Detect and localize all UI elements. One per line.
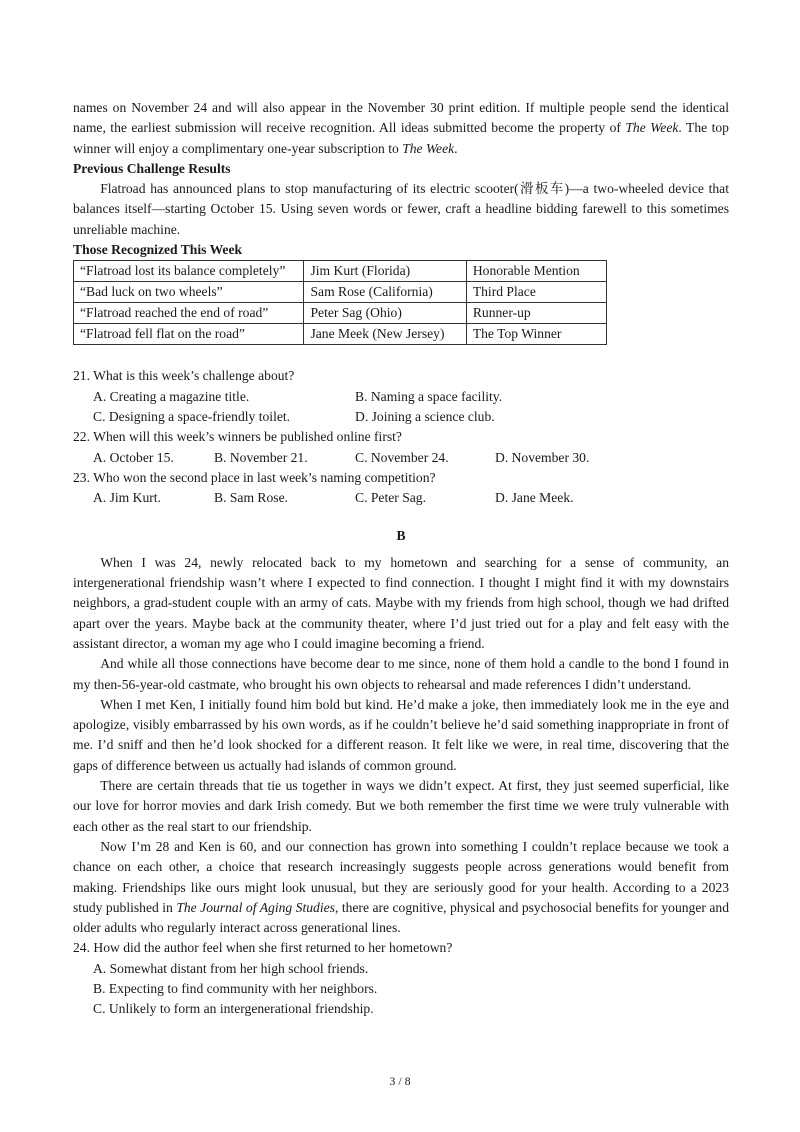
- question-21: 21. What is this week’s challenge about?: [73, 368, 295, 384]
- place-cell: Third Place: [466, 282, 606, 303]
- document-page: [73, 98, 729, 1020]
- passage-text: , there are cognitive, physical and psychosocial benefits for younger and older adults who regularly interact across generational lines.: [73, 899, 729, 936]
- passage-text: Now I’m 28 and Ken is 60, and our connection has grown into something I couldn’t replace because we took a chance on each other, a choice that research increasingly suggests people across generations would benefit from making. Friendships like ours might look unusual, but they are seriously good for your health. According to a 2023 study published in: [73, 838, 729, 915]
- intro-text: names on November 24 and will also appear in the November 30 print edition. If multiple people send the identical name, the earliest submission will receive recognition. All ideas submitted become the property of: [73, 100, 729, 136]
- headline-cell: “Flatroad fell flat on the road”: [74, 324, 304, 345]
- question-22-options: [93, 448, 729, 468]
- question-24: 24. How did the author feel when she first returned to her hometown?: [73, 940, 453, 956]
- headline-cell: “Bad luck on two wheels”: [74, 282, 304, 303]
- option-c: C. November 24.: [355, 449, 449, 465]
- option-b: B. Sam Rose.: [214, 490, 289, 506]
- section-b-label: B: [396, 528, 406, 544]
- magazine-name: The Week: [625, 120, 679, 136]
- question-21-options: [93, 387, 729, 407]
- option-d: D. Joining a science club.: [355, 408, 495, 424]
- place-cell: The Top Winner: [466, 324, 606, 345]
- headline-cell: “Flatroad lost its balance completely”: [74, 261, 304, 282]
- results-table: [73, 260, 607, 345]
- place-cell: Honorable Mention: [466, 261, 606, 282]
- table-row: [74, 282, 607, 303]
- headline-cell: “Flatroad reached the end of road”: [74, 303, 304, 324]
- question-23-options: [93, 488, 729, 508]
- winner-name-cell: Jane Meek (New Jersey): [304, 324, 466, 345]
- option-a: A. October 15.: [93, 449, 174, 465]
- option-d: D. November 30.: [495, 449, 590, 465]
- winner-name-cell: Sam Rose (California): [304, 282, 466, 303]
- option-c: C. Peter Sag.: [355, 490, 426, 506]
- option-a: A. Jim Kurt.: [93, 490, 161, 506]
- intro-text: . The top winner will enjoy a complimentary one-year subscription to: [73, 120, 729, 156]
- table-row: [74, 261, 607, 282]
- passage-paragraph: When I met Ken, I initially found him bold but kind. He’d make a joke, then immediately look me in the eye and apologize, visibly embarrassed by his own words, as if he couldn’t believe he’d said something inappropriate in front of me. I’d sniff and then he’d look shocked for a different reason. It felt like we were, in real time, discovering that the gaps of difference between us actually had islands of common ground.: [73, 696, 729, 773]
- place-cell: Runner-up: [466, 303, 606, 324]
- option-c: C. Designing a space-friendly toilet.: [93, 408, 291, 424]
- magazine-name: The Week: [402, 140, 455, 156]
- intro-text: .: [454, 140, 458, 156]
- option-a: A. Somewhat distant from her high school friends.: [93, 960, 369, 976]
- passage-paragraph: And while all those connections have become dear to me since, none of them hold a candle to the bond I found in my then-56-year-old castmate, who brought his own objects to rehearsal and made references I didn’t understand.: [73, 656, 729, 692]
- option-b: B. Naming a space facility.: [355, 388, 503, 404]
- option-a: A. Creating a magazine title.: [93, 388, 250, 404]
- previous-results-heading: Previous Challenge Results: [73, 160, 231, 176]
- previous-challenge-text: Flatroad has announced plans to stop manufacturing of its electric scooter(滑板车)—a two-wheeled device that balances itself—starting October 15. Using seven words or fewer, craft a headline bidding farewell to this sometimes unreliable machine.: [73, 181, 729, 237]
- intro-paragraph: [73, 98, 729, 159]
- passage-paragraph: [73, 837, 729, 938]
- winner-name-cell: Jim Kurt (Florida): [304, 261, 466, 282]
- recognized-heading: Those Recognized This Week: [73, 242, 243, 258]
- question-21-options: [93, 407, 729, 427]
- table-row: [74, 324, 607, 345]
- table-row: [74, 303, 607, 324]
- option-d: D. Jane Meek.: [495, 490, 574, 506]
- passage-paragraph: There are certain threads that tie us together in ways we didn’t expect. At first, they just seemed superficial, like our love for horror movies and dark Irish comedy. But we both remember the first time we were truly vulnerable with each other as the real start to our friendship.: [73, 778, 729, 834]
- option-c: C. Unlikely to form an intergenerational friendship.: [93, 1001, 374, 1017]
- question-22: 22. When will this week’s winners be published online first?: [73, 429, 402, 445]
- winner-name-cell: Peter Sag (Ohio): [304, 303, 466, 324]
- option-b: B. Expecting to find community with her neighbors.: [93, 980, 378, 996]
- question-23: 23. Who won the second place in last week’s naming competition?: [73, 469, 436, 485]
- journal-name: The Journal of Aging Studies: [176, 899, 335, 915]
- option-b: B. November 21.: [214, 449, 308, 465]
- page-number: 3 / 8: [389, 1074, 411, 1088]
- passage-paragraph: When I was 24, newly relocated back to my hometown and searching for a sense of community, an intergenerational friendship wasn’t where I expected to find connection. I thought I might find it with my downstairs neighbors, a grad-student couple with an army of cats. Maybe with my friends from high school, though we had drifted apart over the years. Maybe back at the community theater, where I’d just tried out for a play and felt easy with the assistant director, a woman my age who I could imagine becoming a friend.: [73, 554, 729, 651]
